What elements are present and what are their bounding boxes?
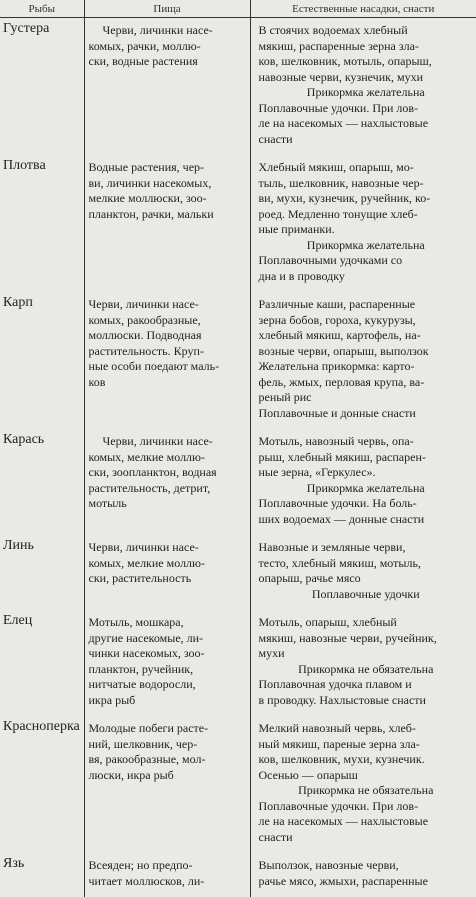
food-line: чинки насекомых, зоо-	[89, 646, 247, 662]
food-line: ные особи поедают маль-	[89, 359, 247, 375]
fish-bait-tackle	[250, 716, 476, 853]
food-line: люски, икра рыб	[89, 768, 247, 784]
food-line: Всеядeн; но предпо-	[89, 858, 247, 874]
fish-name: Плотва	[0, 155, 84, 292]
bait-line: ших водоемах — донные снасти	[259, 512, 474, 528]
bait-line: хлебный мякиш, картофель, на-	[259, 328, 474, 344]
bait-line: зерна бобов, гороха, кукурузы,	[259, 313, 474, 329]
food-line: комых, рачки, моллю-	[89, 39, 247, 55]
food-line: читает моллюсков, ли-	[89, 874, 247, 890]
food-line: комых, мелкие моллю-	[89, 450, 247, 466]
table-row	[0, 292, 476, 429]
food-line: другие насекомые, ли-	[89, 631, 247, 647]
bait-line: тесто, хлебный мякиш, мотыль,	[259, 556, 474, 572]
bait-line: Мотыль, навозный червь, опа-	[259, 434, 474, 450]
bait-line: ле на насекомых — нахлыстовые	[259, 814, 474, 830]
food-line: вя, ракообразные, мол-	[89, 752, 247, 768]
fish-bait-tackle	[250, 853, 476, 897]
fish-food	[84, 429, 250, 535]
fish-food	[84, 292, 250, 429]
fish-bait-tackle	[250, 155, 476, 292]
fish-name: Елец	[0, 610, 84, 716]
header-fish: Рыбы	[0, 0, 84, 18]
bait-line: Поплавочные удочки. При лов-	[259, 101, 474, 117]
bait-line: дна и в проводку	[259, 269, 474, 285]
food-line: растительность, детрит,	[89, 481, 247, 497]
bait-line: ный мякиш, пареные зерна зла-	[259, 737, 474, 753]
food-line: ски, растительность	[89, 571, 247, 587]
bait-line: ви, мухи, кузнечик, ручейник, ко-	[259, 191, 474, 207]
bait-line: мухи	[259, 646, 474, 662]
food-line: ний, шелковник, чер-	[89, 737, 247, 753]
fish-food	[84, 716, 250, 853]
bait-line: Поплавочная удочка плавом и	[259, 677, 474, 693]
food-line: Молодые побеги расте-	[89, 721, 247, 737]
bait-line: Выползок, навозные черви,	[259, 858, 474, 874]
food-line: Черви, личинки насе-	[89, 23, 247, 39]
bait-line: мякиш, распаренные зерна зла-	[259, 39, 474, 55]
bait-line: реный рис	[259, 390, 474, 406]
fish-name: Карась	[0, 429, 84, 535]
bait-line: Поплавочными удочками со	[259, 253, 474, 269]
fish-name: Густера	[0, 18, 84, 156]
table-row	[0, 853, 476, 897]
bait-line: в проводку. Нахлыстовые снасти	[259, 693, 474, 709]
bait-line: Поплавочные удочки. При лов-	[259, 799, 474, 815]
bait-line: ные приманки.	[259, 222, 474, 238]
food-line: ски, водные растения	[89, 54, 247, 70]
bait-line: снасти	[259, 132, 474, 148]
food-line: ски, зоопланктон, водная	[89, 465, 247, 481]
bait-line: Мотыль, опарыш, хлебный	[259, 615, 474, 631]
fish-food	[84, 18, 250, 156]
fish-name: Линь	[0, 535, 84, 610]
bait-line: Мелкий навозный червь, хлеб-	[259, 721, 474, 737]
bait-line: ные зерна, «Геркулес».	[259, 465, 474, 481]
bait-line: Поплавочные удочки	[259, 587, 474, 603]
bait-line: тыль, шелковник, навозные чер-	[259, 176, 474, 192]
fish-bait-tackle	[250, 18, 476, 156]
food-line: ви, личинки насекомых,	[89, 176, 247, 192]
table-row	[0, 155, 476, 292]
bait-line: Прикормка желательна	[259, 85, 474, 101]
bait-line: ле на насекомых — нахлыстовые	[259, 116, 474, 132]
fish-name: Красноперка	[0, 716, 84, 853]
bait-line: Желательна прикормка: карто-	[259, 359, 474, 375]
bait-line: Прикормка не обязательна	[259, 662, 474, 678]
table-row	[0, 610, 476, 716]
fish-bait-tackle	[250, 292, 476, 429]
fish-name: Карп	[0, 292, 84, 429]
table-body	[0, 18, 476, 897]
fish-food	[84, 535, 250, 610]
bait-line: Осенью — опарыш	[259, 768, 474, 784]
table-row	[0, 716, 476, 853]
bait-line: Различные каши, распаренные	[259, 297, 474, 313]
fish-bait-tackle	[250, 610, 476, 716]
food-line: комых, ракообразные,	[89, 313, 247, 329]
bait-line: снасти	[259, 830, 474, 846]
food-line: Черви, личинки насе-	[89, 434, 247, 450]
food-line: мотыль	[89, 496, 247, 512]
bait-line: возные черви, опарыш, выползок	[259, 344, 474, 360]
food-line: ков	[89, 375, 247, 391]
bait-line: ков, шелковник, мотыль, опарыш,	[259, 54, 474, 70]
fish-bait-tackle	[250, 429, 476, 535]
bait-line: рыш, хлебный мякиш, распарен-	[259, 450, 474, 466]
bait-line: Хлебный мякиш, опарыш, мо-	[259, 160, 474, 176]
food-line: растительность. Круп-	[89, 344, 247, 360]
bait-line: Прикормка желательна	[259, 481, 474, 497]
food-line: Мотыль, мошкара,	[89, 615, 247, 631]
bait-line: Прикормка не обязательна	[259, 783, 474, 799]
header-food: Пища	[84, 0, 250, 18]
bait-line: опарыш, рачье мясо	[259, 571, 474, 587]
bait-line: Поплавочные и донные снасти	[259, 406, 474, 422]
table-row	[0, 429, 476, 535]
bait-line: мякиш, навозные черви, ручейник,	[259, 631, 474, 647]
fish-name: Язь	[0, 853, 84, 897]
bait-line: рачье мясо, жмыхи, распаренные	[259, 874, 474, 890]
table-header-row	[0, 0, 476, 18]
fish-food	[84, 853, 250, 897]
fish-food	[84, 610, 250, 716]
bait-line: фель, жмых, перловая крупа, ва-	[259, 375, 474, 391]
table-row	[0, 18, 476, 156]
food-line: планктон, ручейник,	[89, 662, 247, 678]
food-line: комых, мелкие моллю-	[89, 556, 247, 572]
food-line: нитчатые водоросли,	[89, 677, 247, 693]
bait-line: роед. Медленно тонущие хлеб-	[259, 207, 474, 223]
fish-food	[84, 155, 250, 292]
food-line: Черви, личинки насе-	[89, 540, 247, 556]
food-line: мелкие моллюски, зоо-	[89, 191, 247, 207]
bait-line: навозные черви, кузнечик, мухи	[259, 70, 474, 86]
food-line: Черви, личинки насе-	[89, 297, 247, 313]
bait-line: Прикормка желательна	[259, 238, 474, 254]
bait-line: ков, шелковник, мухи, кузнечик.	[259, 752, 474, 768]
food-line: моллюски. Подводная	[89, 328, 247, 344]
bait-line: Навозные и земляные черви,	[259, 540, 474, 556]
header-bait: Естественные насадки, снасти	[250, 0, 476, 18]
table-row	[0, 535, 476, 610]
food-line: планктон, рачки, мальки	[89, 207, 247, 223]
bait-line: В стоячих водоемах хлебный	[259, 23, 474, 39]
food-line: икра рыб	[89, 693, 247, 709]
food-line: Водные растения, чер-	[89, 160, 247, 176]
bait-line: Поплавочные удочки. На боль-	[259, 496, 474, 512]
fish-bait-tackle	[250, 535, 476, 610]
